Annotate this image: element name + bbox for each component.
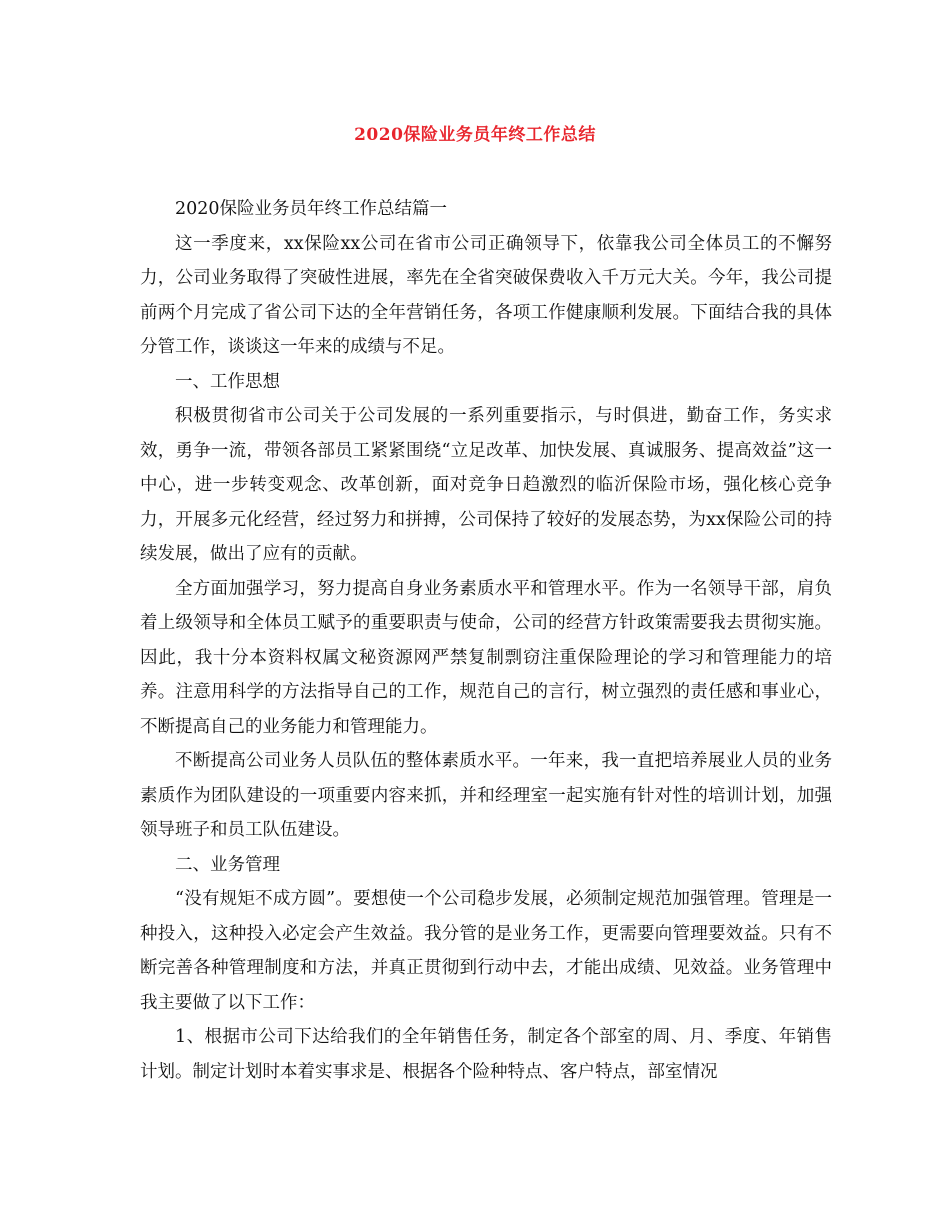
section-heading-business-management: 二、业务管理: [175, 854, 280, 875]
body-paragraph: 不断提高公司业务人员队伍的整体素质水平。一年来，我一直把培养展业人员的业务素质作为团队建设的一项重要内容来抓，并和经理室一起实施有针对性的培训计划，加强领导班子和员工队伍建设。: [140, 751, 832, 840]
body-paragraph: 1、根据市公司下达给我们的全年销售任务，制定各个部室的周、月、季度、年销售计划。制定计划时本着实事求是、根据各个险种特点、客户特点，部室情况: [140, 1027, 832, 1082]
document-body: [140, 192, 832, 1089]
section-heading-work-thought: 一、工作思想: [175, 371, 280, 392]
subtitle-paragraph: 2020保险业务员年终工作总结篇一: [175, 199, 448, 219]
intro-paragraph: 这一季度来，xx保险xx公司在省市公司正确领导下，依靠我公司全体员工的不懈努力，公司业务取得了突破性进展，率先在全省突破保费收入千万元大关。今年，我公司提前两个月完成了省公司下达的全年营销任务，各项工作健康顺利发展。下面结合我的具体分管工作，谈谈这一年来的成绩与不足。: [140, 233, 832, 357]
document-title: 2020保险业务员年终工作总结: [354, 125, 596, 145]
body-paragraph: 积极贯彻省市公司关于公司发展的一系列重要指示，与时俱进，勤奋工作，务实求效，勇争一流，带领各部员工紧紧围绕“立足改革、加快发展、真诚服务、提高效益”这一中心，进一步转变观念、改革创新，面对竞争日趋激烈的临沂保险市场，强化核心竞争力，开展多元化经营，经过努力和拼搏，公司保持了较好的发展态势，为xx保险公司的持续发展，做出了应有的贡献。: [140, 406, 832, 564]
body-paragraph: 全方面加强学习，努力提高自身业务素质水平和管理水平。作为一名领导干部，肩负着上级领导和全体员工赋予的重要职责与使命，公司的经营方针政策需要我去贯彻实施。因此，我十分本资料权属文秘资源网严禁复制剽窃注重保险理论的学习和管理能力的培养。注意用科学的方法指导自己的工作，规范自己的言行，树立强烈的责任感和事业心，不断提高自己的业务能力和管理能力。: [140, 578, 832, 737]
body-paragraph: “没有规矩不成方圆”。要想使一个公司稳步发展，必须制定规范加强管理。管理是一种投入，这种投入必定会产生效益。我分管的是业务工作，更需要向管理要效益。只有不断完善各种管理制度和方法，并真正贯彻到行动中去，才能出成绩、见效益。业务管理中我主要做了以下工作：: [140, 889, 832, 1013]
